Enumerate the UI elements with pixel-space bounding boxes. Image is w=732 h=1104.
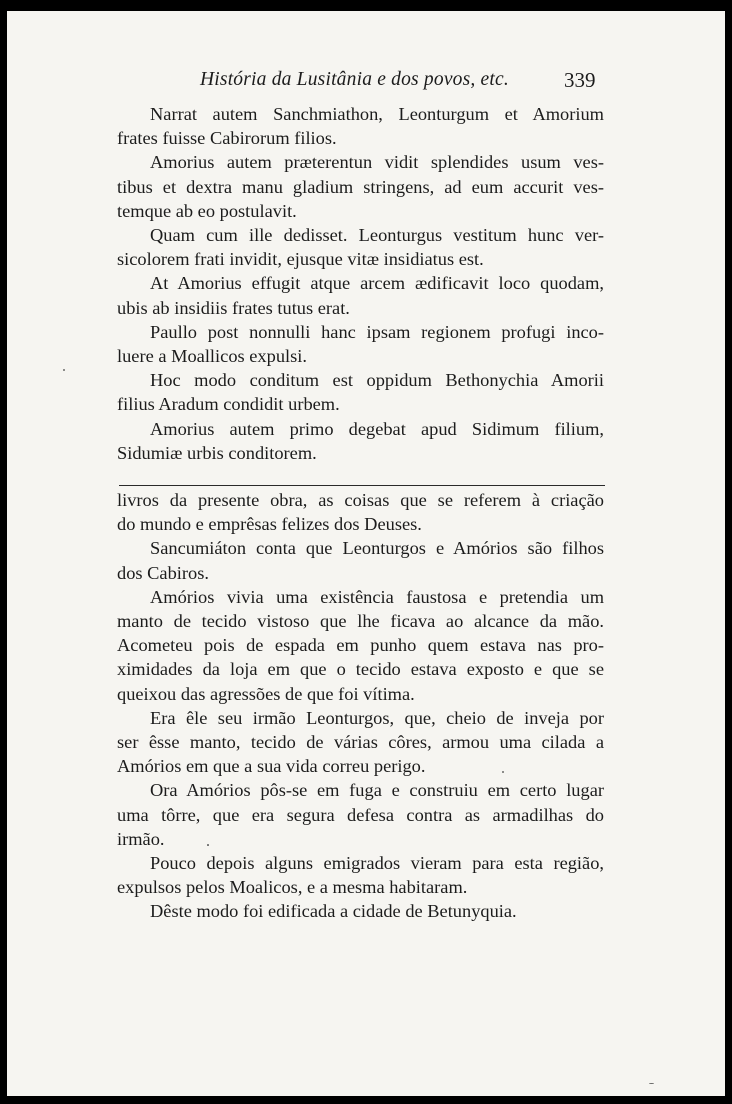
text-line: Ora Amórios pôs-se em fuga e construiu em certo lugar bbox=[150, 780, 604, 801]
paper-speck bbox=[207, 844, 209, 846]
text-line: queixou das agressões de que foi vítima. bbox=[117, 683, 415, 704]
text-line: Narrat autem Sanchmiathon, Leonturgum et Amorium bbox=[150, 104, 604, 124]
text-line: Hoc modo conditum est oppidum Bethonychia Amorii bbox=[150, 370, 604, 391]
text-line: Dêste modo foi edificada a cidade de Betunyquia. bbox=[150, 901, 517, 922]
section-divider bbox=[119, 485, 605, 486]
text-line: Pouco depois alguns emigrados vieram para esta região, bbox=[150, 853, 604, 874]
latin-paragraph bbox=[117, 368, 604, 416]
text-line: dos Cabiros. bbox=[117, 562, 209, 583]
text-line: Paullo post nonnulli hanc ipsam regionem profugi inco- bbox=[150, 321, 604, 342]
latin-paragraph bbox=[117, 271, 604, 319]
text-line: livros da presente obra, as coisas que se referem à criação bbox=[117, 490, 604, 510]
text-line: Amorius autem primo degebat apud Sidimum filium, bbox=[150, 418, 604, 439]
text-line: Amórios em que a sua vida correu perigo. bbox=[117, 756, 426, 777]
latin-paragraph bbox=[117, 320, 604, 368]
portuguese-paragraph bbox=[117, 536, 604, 584]
text-line: luere a Moallicos expulsi. bbox=[117, 346, 307, 367]
latin-text-block bbox=[117, 102, 604, 465]
page-number: 339 bbox=[564, 68, 596, 92]
text-line: tibus et dextra manu gladium stringens, ad eum accurit ves- bbox=[117, 176, 604, 197]
portuguese-paragraph bbox=[117, 585, 604, 706]
text-line: expulsos pelos Moalicos, e a mesma habitaram. bbox=[117, 877, 468, 898]
text-line: manto de tecido vistoso que lhe ficava ao alcance da mão. bbox=[117, 611, 604, 632]
text-line: Sidumiæ urbis conditorem. bbox=[117, 442, 317, 463]
text-line: uma tôrre, que era segura defesa contra as armadilhas do bbox=[117, 804, 604, 825]
latin-paragraph bbox=[117, 102, 604, 150]
latin-paragraph bbox=[117, 223, 604, 271]
portuguese-paragraph bbox=[117, 706, 604, 779]
portuguese-paragraph bbox=[117, 899, 604, 923]
text-line: sicolorem frati invidit, ejusque vitæ insidiatus est. bbox=[117, 249, 484, 270]
text-line: At Amorius effugit atque arcem ædificavit loco quodam, bbox=[150, 273, 604, 294]
book-page bbox=[7, 11, 725, 1096]
text-line: Quam cum ille dedisset. Leonturgus vestitum hunc ver- bbox=[150, 225, 604, 246]
text-line: Amórios vivia uma existência faustosa e pretendia um bbox=[150, 586, 604, 607]
paper-speck bbox=[63, 369, 65, 371]
paper-speck bbox=[649, 1083, 654, 1084]
running-title: História da Lusitânia e dos povos, etc. bbox=[200, 69, 509, 90]
text-line: ximidades da loja em que o tecido estava exposto e que se bbox=[117, 659, 604, 680]
text-line: Era êle seu irmão Leonturgos, que, cheio de inveja por bbox=[150, 707, 604, 728]
text-line: ubis ab insidiis frates tutus erat. bbox=[117, 297, 350, 318]
text-line: Sancumiáton conta que Leonturgos e Amórios são filhos bbox=[150, 538, 604, 559]
text-line: irmão. bbox=[117, 828, 165, 849]
text-line: temque ab eo postulavit. bbox=[117, 200, 297, 221]
portuguese-paragraph bbox=[117, 851, 604, 899]
text-line: filius Aradum condidit urbem. bbox=[117, 394, 340, 415]
portuguese-paragraph bbox=[117, 778, 604, 851]
page-header bbox=[7, 59, 725, 99]
text-line: Amorius autem præterentun vidit splendides usum ves- bbox=[150, 152, 604, 173]
portuguese-text-block bbox=[117, 488, 604, 924]
text-line: frates fuisse Cabirorum filios. bbox=[117, 128, 337, 149]
text-line: ser êsse manto, tecido de várias côres, armou uma cilada a bbox=[117, 732, 604, 753]
latin-paragraph bbox=[117, 150, 604, 223]
paper-speck bbox=[502, 771, 504, 773]
text-line: Acometeu pois de espada em punho quem estava nas pro- bbox=[117, 635, 604, 656]
text-line: do mundo e emprêsas felizes dos Deuses. bbox=[117, 514, 422, 535]
portuguese-paragraph bbox=[117, 488, 604, 536]
latin-paragraph bbox=[117, 417, 604, 465]
